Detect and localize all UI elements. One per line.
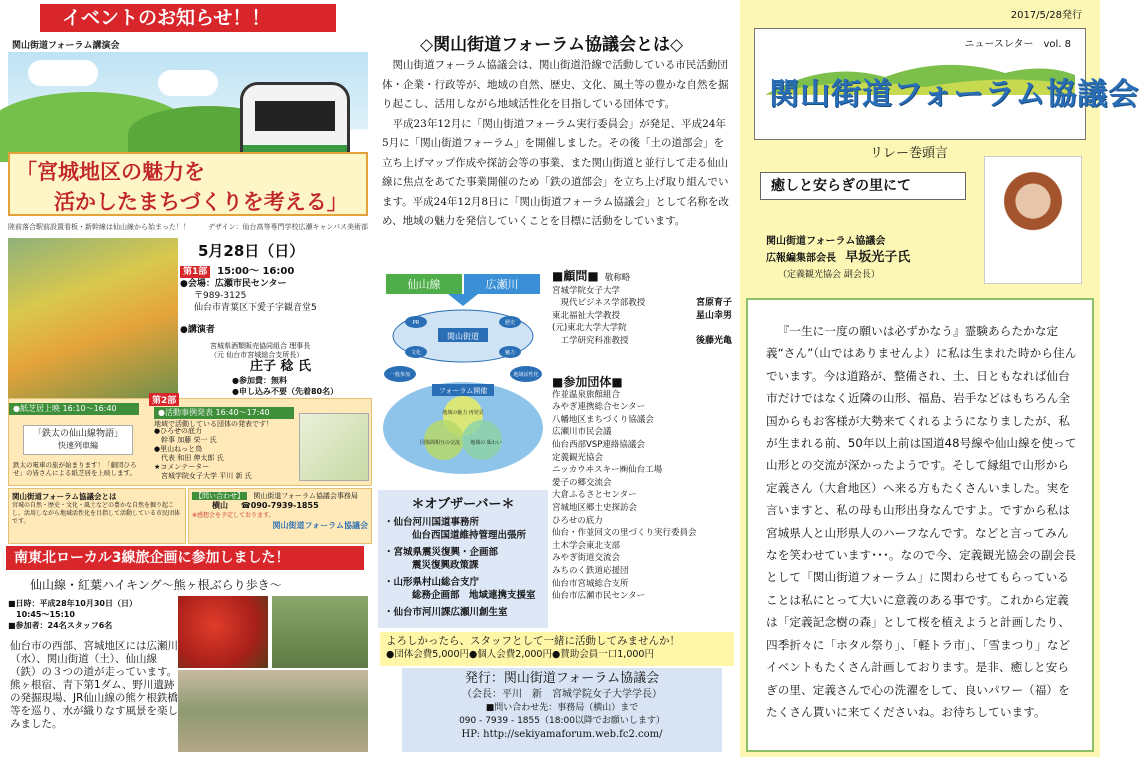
diagram-node: 一般参加: [389, 372, 411, 378]
author-name: 早坂光子氏: [845, 250, 911, 265]
list-item: 定義観光協会: [552, 452, 604, 463]
list-item: 仙台市広瀬市民センター: [552, 591, 646, 602]
list-item: 愛子の郷交流会: [552, 477, 612, 488]
observers-section: [378, 490, 548, 628]
publisher-chair: （会長：平川 新 宮城学院女子大学学長）: [462, 689, 662, 700]
join-message: よろしかったら、スタッフとして一緒に活動してみませんか！: [386, 635, 680, 647]
lecturer-org2: （元 仙台市宮城総合支所長）: [210, 351, 304, 359]
observers-heading: ＊オブザーバー＊: [411, 497, 515, 512]
contact-phone: 090 - 7939 - 1855（18:00以降でお願いします）: [459, 716, 665, 726]
diagram-node: 歴史: [504, 320, 516, 326]
list-item: 広瀬川市民会議: [552, 427, 612, 438]
list-item: ・山形県村山総合支庁 総務企画部 地域連携支援室: [384, 577, 536, 601]
list-item: 大倉ふるさとセンター: [552, 490, 637, 501]
part2-tag: 第2部: [149, 393, 179, 406]
diagram-node: 地域活性化: [513, 372, 539, 378]
advisors-section: [552, 270, 732, 347]
publisher-box: [402, 668, 722, 752]
list-item: ・仙台河川国道事務所 仙台西国道維持管理出張所: [384, 517, 527, 541]
hero-caption: 陸前落合駅前設置看板・新幹線は仙山線から始まった！！ デザイン：仙台高等専門学校広瀬キャンパス美術部: [8, 223, 368, 231]
about-text: 関山街道フォーラム協議会は、関山街道沿線で活動している市民活動団体・企業・行政等が、地域の自然、歴史、文化、風土等の豊かな自然を掘り起こし、活用しながら地域活性化を目指している団体です。 平成23年12月に「関山街道フォーラム実行委員会」が発足、平成24年5月に「関山街道フォーラム」を開催しました。その後「土の道部会」を立ち上げマップ作成や探訪会等の事業、また関山街道と並行して走る仙山線に焦点をあてた事業開催のため「鉄の道部会」を立ち上げ取り組んでいます。平成24年12月8日に「関山街道フォーラム協議会」として名称を改め、地域の魅力を発信していくことを目標に活動をしています。: [382, 59, 729, 227]
trip-banner: 南東北ローカル3線旅企画に参加しました！: [6, 546, 364, 570]
newsletter-logo: 関山街道フォーラム協議会: [769, 77, 1139, 112]
advisors-heading: ■顧問■: [552, 269, 599, 283]
kamishibai-heading: ●紙芝居上映 16:10～16:40: [9, 403, 139, 415]
inquiry-phone: ☎090-7939-1855: [240, 501, 319, 510]
organization-diagram: [378, 268, 548, 478]
part2-box: [8, 398, 372, 486]
list-item: 作並温泉旅館組合: [552, 389, 621, 400]
list-item: 仙台西部VSP連絡協議会: [552, 439, 645, 450]
diagram-node: 魅力: [504, 350, 516, 356]
part1-time: 15:00～ 16:00: [217, 266, 295, 277]
diagram-circle-label: 地域の 賑わい: [470, 440, 502, 446]
list-item: みやぎ街道交流会: [552, 553, 621, 564]
autumn-tree-photo: [8, 238, 178, 398]
diagram-right-label: 広瀬川: [485, 278, 519, 291]
list-item: ・仙台市河川課広瀬川創生室: [384, 607, 508, 618]
diagram-circle-label: 団体間相互の交流: [419, 440, 461, 446]
table-row: (元)東北大学大学院: [552, 323, 627, 333]
kamishibai-title: 「鉄太の仙山線物語」 快速列車編: [23, 425, 133, 455]
trip-info: ■日時：平成28年10月30日（日） 10:45～15:10 ■参加者：24名スタッフ6名: [8, 599, 137, 630]
member-groups-heading: ■参加団体■: [552, 375, 623, 389]
part1-notes: ●参加費：無料 ●申し込み不要（先着80名）: [232, 376, 339, 396]
author-role: 広報編集部会長: [766, 253, 836, 264]
newsletter-volume: ニュースレター vol. 8: [964, 39, 1071, 50]
publisher-name: 発行：関山街道フォーラム協議会: [464, 671, 660, 686]
group-photo: [178, 670, 368, 752]
essay-box: [746, 298, 1094, 752]
author-affiliation: （定義観光協会 副会長）: [778, 270, 880, 280]
trip-title: 仙山線・紅葉ハイキング～熊ヶ根ぶらり歩き～: [30, 578, 282, 592]
relay-column-title: リレー巻頭言: [870, 146, 949, 161]
venue-label: ●会場：広瀬市民センター: [180, 279, 287, 289]
diagram-left-label: 仙山線: [407, 278, 441, 291]
list-item: ・宮城県震災復興・企画部 震災復興政策課: [384, 547, 499, 571]
list-item: 宮城地区郷土史探訪会: [552, 502, 638, 513]
part1-tag: 第1部: [180, 266, 210, 278]
author-info: [766, 234, 910, 283]
council-description: 宮城の自然・歴史・文化・風土などの豊かな自然を掘り起こし、活用しながら地域活性化を目指して活動している市民団体です。: [12, 502, 181, 525]
list-item: 八幡地区まちづくり協議会: [552, 414, 654, 425]
contact-label: ■問い合わせ先：事務局（横山）まで: [485, 703, 639, 713]
advisors-note: 敬称略: [604, 273, 631, 283]
essay-title: 癒しと安らぎの里にて: [760, 172, 966, 200]
event-column: [0, 0, 372, 757]
list-item: ●ひろせの底力: [154, 427, 202, 435]
event-banner: イベントのお知らせ！！: [40, 4, 336, 32]
part1-info: [180, 266, 317, 360]
newsletter-column: [740, 0, 1139, 757]
list-item: 仙台・作並回文の里づくり実行委員会: [552, 528, 697, 539]
list-item: ●里山ねっと鳥: [154, 445, 203, 453]
list-item: ニッカウヰスキー㈱仙台工場: [552, 465, 663, 476]
venue-address: 仙台市青葉区下愛子字観音堂5: [194, 303, 317, 313]
author-org: 関山街道フォーラム協議会: [766, 236, 886, 247]
lecturer-label: ●講演者: [180, 325, 215, 335]
maple-photo: [178, 596, 268, 668]
table-row: 東北福祉大学教授 星山幸男: [552, 310, 732, 321]
lecture-label: 関山街道フォーラム講演会: [12, 41, 120, 51]
diagram-circle-label: 地域の魅力 再発見: [442, 410, 484, 416]
essay-text: 『一生に一度の願いは必ずかなう』霊験あらたかな定義“さん”（山ではありませんよ）に私は生まれた時から住んでいます。今は道路が、整備され、土、日ともなれば仙台市だけではなく近隣の山形、福島、岩手などはもちろん全国からもお客様が大勢来てくれるようになりましたが、私が生まれる前、50年以上前は国道48号線や仙山線を使って山形との交流が深かったようです。そして縁組で山形から定義さん（大倉地区）へ来る方もたくさんいました。実を言いますと、私の母も山形出身なんですよ。ですから私は宮城県人と山形県人のハーフなんです。などと言ってみんなを笑わせています･･･。なので今、定義観光協会の副会長として「関山街道フォーラム」に関わらせてもらっていることは私にとって大いに意義のある事です。これから定義は「定義記念樹の森」として桜を植えようと計画したり、四季折々に「ホタル祭り」、「軽トラ市」、「雪まつり」などイベントもたくさん計画しております。是非、癒しと安らぎの里、定義さんで心の洗濯をして、良いパワー（福）をたくさん貰いに来てくださいね。お待ちしています。: [766, 324, 1077, 719]
council-info: [8, 488, 372, 544]
issue-date: 2017/5/28発行: [1010, 10, 1082, 21]
kamishibai-description: 鉄太の電車の旅が始まります！「劇団ひろせ」の皆さんによる紙芝居を上映します。: [13, 461, 137, 477]
list-item: 幹事 加藤 栄一 氏: [154, 436, 217, 444]
activity-subtitle: 地域で活動している団体の発表です！: [154, 420, 273, 428]
hero-title: 「宮城地区の魅力を 活かしたまちづくりを考える」: [8, 152, 368, 216]
membership-fees: ●団体会費5,000円●個人会費2,000円●賛助会員一口1,000円: [386, 649, 654, 660]
about-column: [372, 0, 740, 757]
activity-heading: ●活動事例発表 16:40～17:40: [154, 407, 294, 419]
list-item: 仙台市宮城総合支所: [552, 578, 629, 589]
council-logo: 関山街道フォーラム協議会: [272, 521, 368, 530]
hero-illustration: [8, 52, 368, 222]
about-title: ◇関山街道フォーラム協議会とは◇: [420, 35, 684, 55]
list-item: 宮城学院女子大学 平川 新 氏: [154, 472, 252, 480]
trip-description: 仙台市の西部、宮城地区には広瀬川（水）、関山街道（土）、仙山線（鉄）の３つの道が走っています。熊ヶ根宿、青下第1ダム、野川遺跡の発掘現場、JR仙山線の熊ケ根鉄橋 等を巡り、水が織りなす風景を楽しみました。: [10, 640, 178, 730]
lecturer-name: 庄子 稔 氏: [250, 359, 312, 374]
homepage-link[interactable]: HP: http://sekiyamaforum.web.fc2.com/: [461, 729, 663, 740]
table-row: 現代ビジネス学部教授 宮原育子: [552, 298, 732, 308]
list-item: 土木学会東北支部: [552, 540, 621, 551]
list-item: ★コメンテーター: [154, 463, 210, 471]
table-row: 宮城学院女子大学: [552, 285, 621, 296]
activity-list: [154, 427, 294, 481]
diagram-node: PR: [412, 320, 420, 326]
event-date: 5月28日（日）: [198, 242, 305, 260]
table-row: 工学研究科准教授 後藤光亀: [552, 335, 732, 346]
diagram-node: 文化: [410, 350, 422, 356]
list-item: みちのく鉄道応援団: [552, 565, 629, 576]
inquiry-box: 【問い合わせ】 関山街道フォーラム協議会事務局 横山 ☎090-7939-1855 ※感想会を予定しております。 関山街道フォーラム協議会: [188, 488, 372, 544]
diagram-center-label: 関山街道: [447, 332, 479, 341]
venue-zip: 〒989-3125: [194, 291, 247, 301]
member-groups-section: [552, 376, 732, 603]
council-title: 関山街道フォーラム協議会とは: [12, 492, 117, 501]
list-item: みやぎ連携総合センター: [552, 402, 646, 413]
dam-photo: [272, 596, 368, 668]
author-portrait: [984, 156, 1082, 284]
diagram-forum-label: フォーラム開催: [438, 387, 488, 395]
newsletter-masthead: [754, 28, 1139, 140]
list-item: 代表 和田 伸太郎 氏: [154, 454, 224, 462]
map-illustration: [299, 413, 369, 481]
list-item: ひろせの底力: [552, 515, 603, 526]
join-invitation: [380, 632, 734, 666]
lecturer-org1: 宮城県酒類販売協同組合 理事長: [210, 342, 311, 350]
